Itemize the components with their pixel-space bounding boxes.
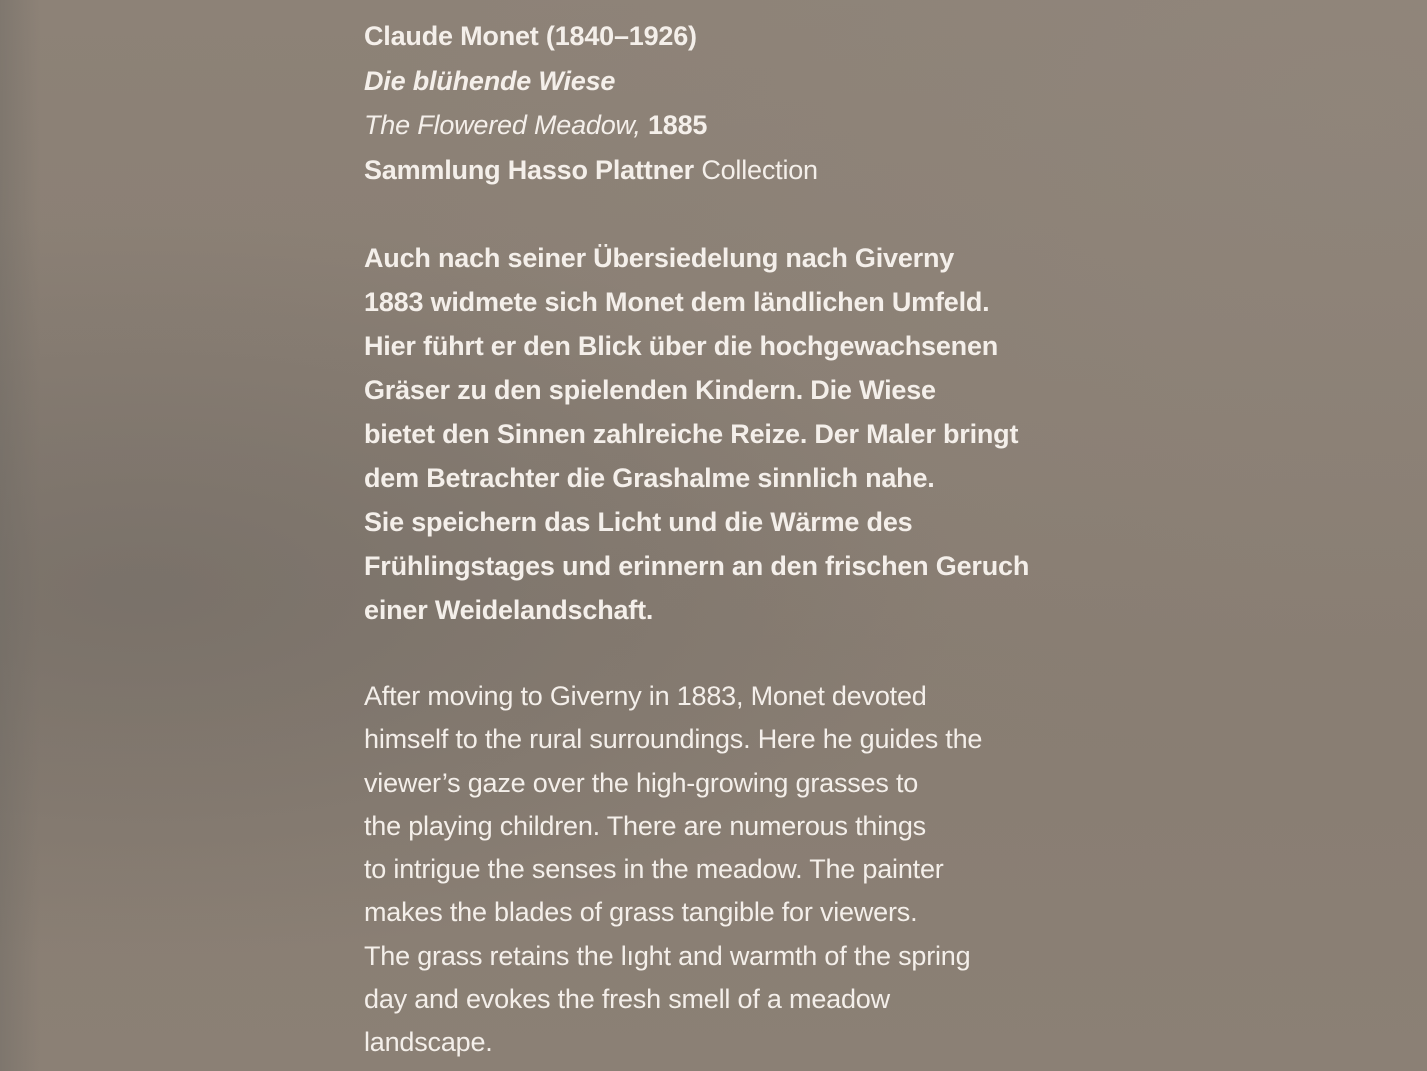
description-de-line: bietet den Sinnen zahlreiche Reize. Der Maler bringt	[364, 419, 1019, 449]
artwork-year: 1885	[647, 110, 708, 140]
description-en-line: the playing children. There are numerous things	[364, 810, 926, 841]
collection-name: Sammlung Hasso Plattner	[364, 154, 694, 185]
description-en-line: to intrigue the senses in the meadow. The painter	[364, 854, 944, 885]
label-header	[364, 14, 1124, 192]
description-de-line: Gräser zu den spielenden Kindern. Die Wiese	[364, 375, 936, 405]
description-en-line: makes the blades of grass tangible for viewers.	[364, 897, 918, 928]
description-en-line: landscape.	[364, 1027, 493, 1058]
collection-line	[364, 148, 1124, 193]
description-en-line: viewer’s gaze over the high-growing grasses to	[364, 767, 919, 798]
description-de-line: dem Betrachter die Grashalme sinnlich nahe.	[364, 463, 935, 493]
artist-name: Claude Monet (1840–1926)	[364, 21, 697, 51]
description-de-line: Sie speichern das Licht und die Wärme des	[364, 507, 913, 537]
artwork-title-de: Die blühende Wiese	[364, 65, 616, 96]
museum-wall-label	[364, 14, 1124, 1065]
description-german	[364, 236, 1124, 632]
description-de-line: Frühlingstages und erinnern an den frischen Geruch	[364, 551, 1030, 581]
artwork-title-en-line	[364, 103, 1124, 148]
description-en-line: The grass retains the lıght and warmth of the spring	[364, 940, 971, 971]
description-en-line: day and evokes the fresh smell of a meadow	[364, 984, 890, 1015]
description-english	[364, 675, 1124, 1065]
artwork-title-en: The Flowered Meadow,	[364, 110, 641, 140]
description-en-line: himself to the rural surroundings. Here he guides the	[364, 724, 983, 755]
wall-shadow	[0, 0, 40, 1071]
description-de-line: 1883 widmete sich Monet dem ländlichen Umfeld.	[364, 287, 990, 317]
description-de-line: Auch nach seiner Übersiedelung nach Giverny	[364, 243, 955, 273]
description-de-line: einer Weidelandschaft.	[364, 595, 654, 625]
collection-suffix: Collection	[701, 154, 818, 185]
description-de-line: Hier führt er den Blick über die hochgewachsenen	[364, 331, 999, 361]
description-en-line: After moving to Giverny in 1883, Monet devoted	[364, 681, 927, 711]
